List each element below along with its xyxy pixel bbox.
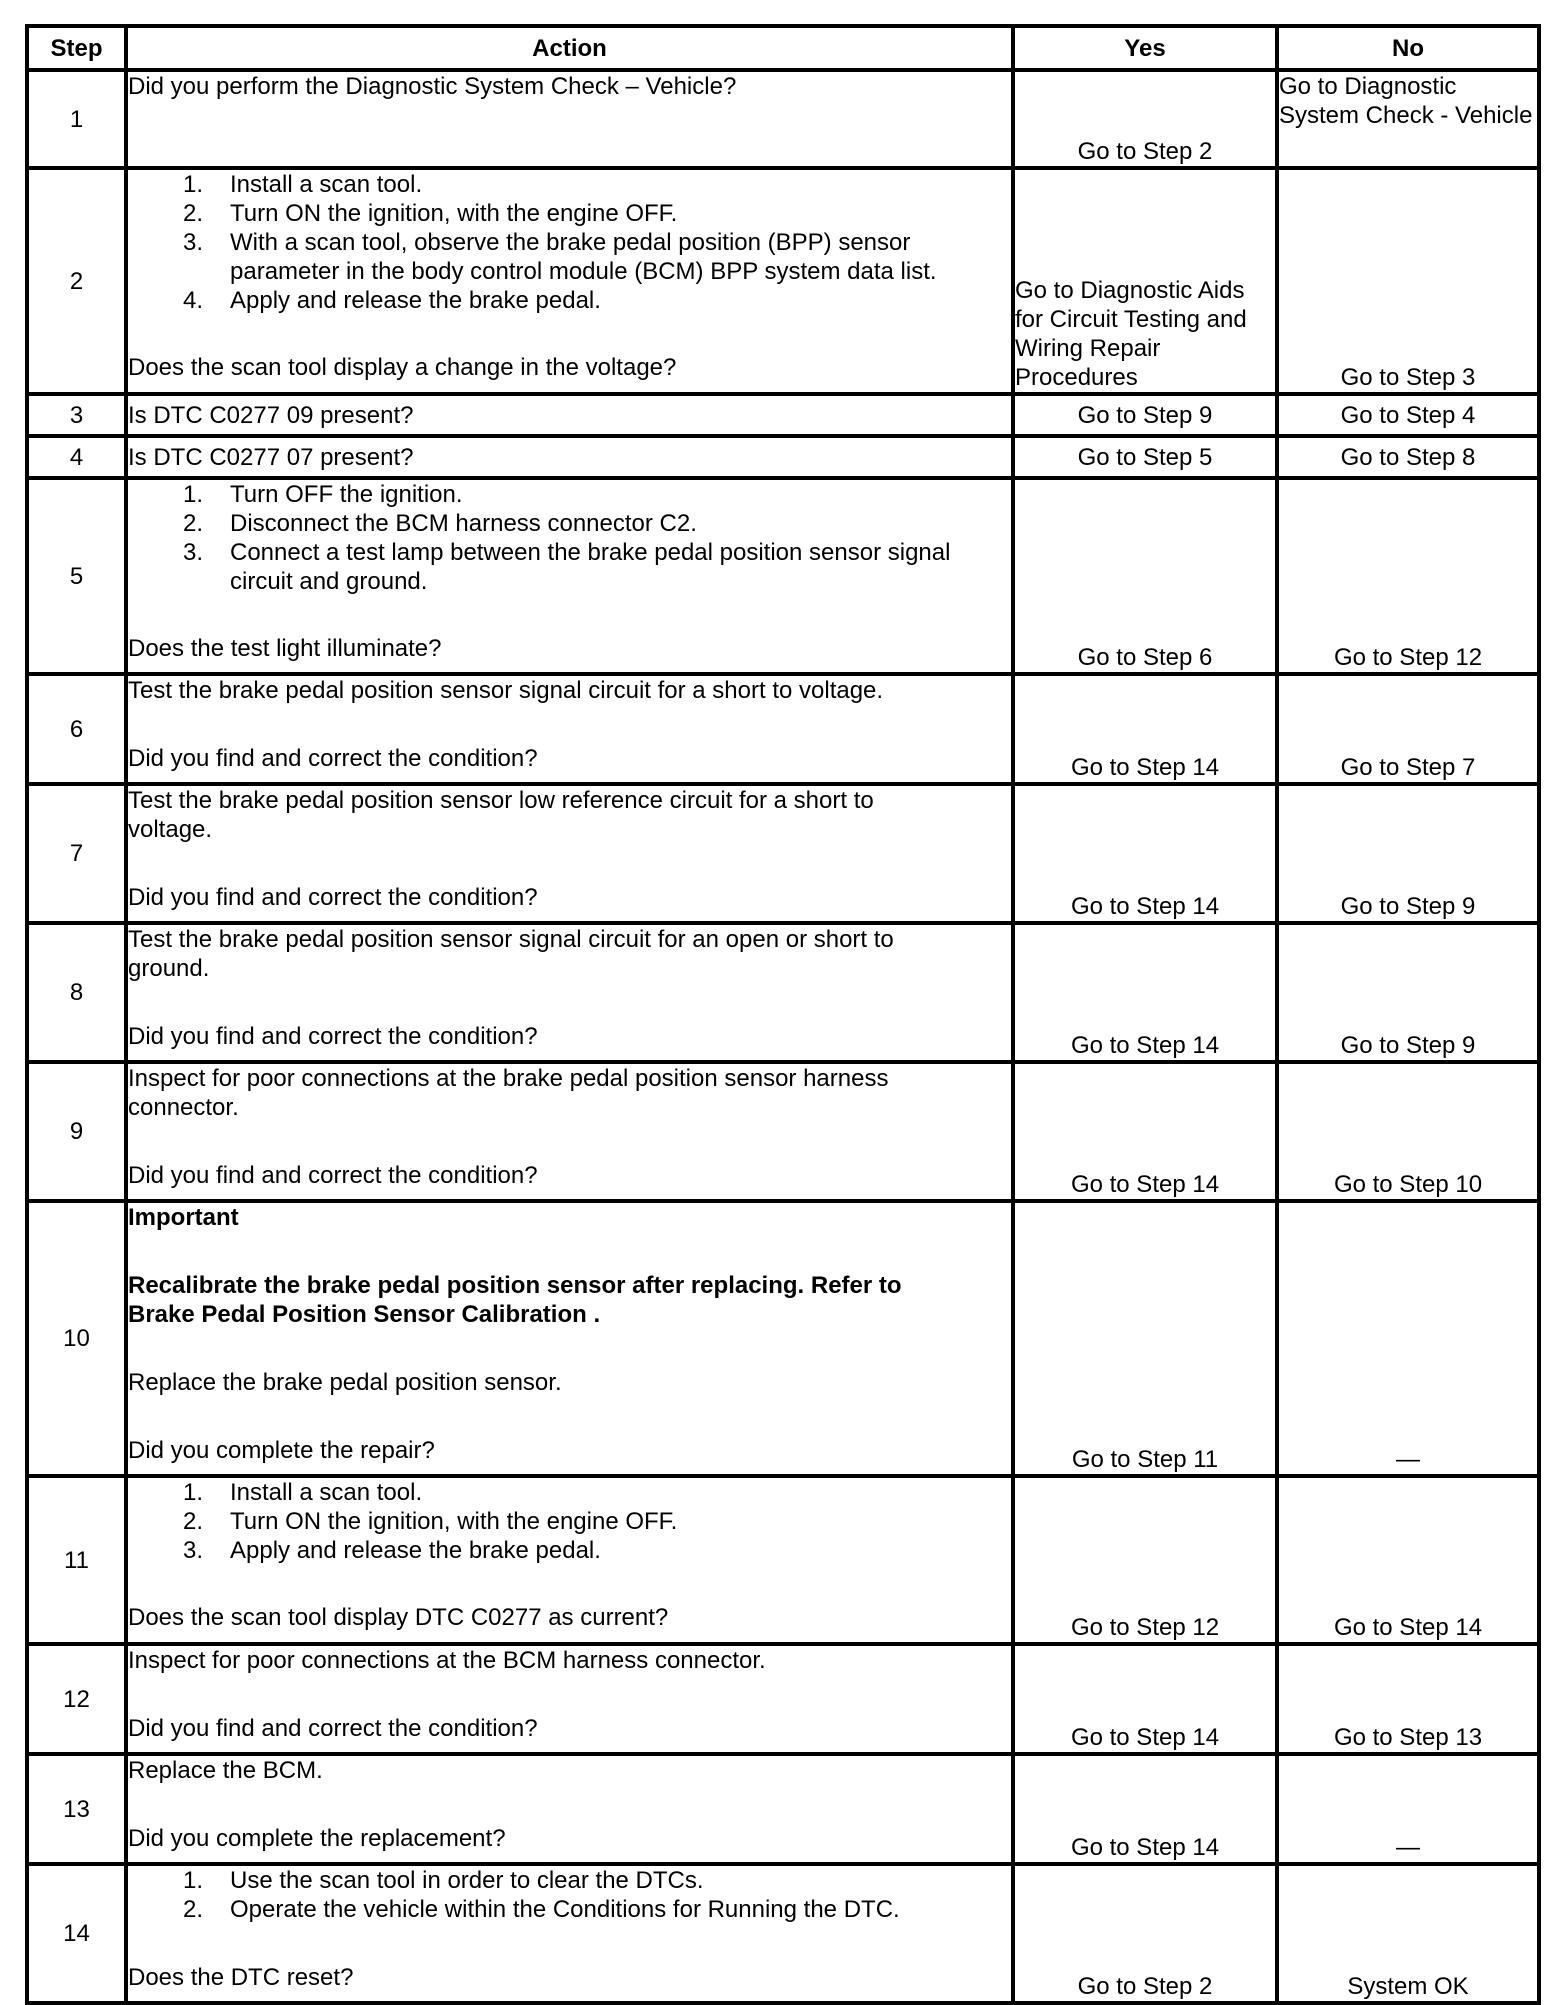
no-cell: Go to Step 4 — [1277, 394, 1539, 436]
step-number: 7 — [27, 784, 126, 923]
no-cell: Go to Step 12 — [1277, 478, 1539, 674]
yes-cell: Go to Step 9 — [1013, 394, 1277, 436]
list-item: 4. Apply and release the brake pedal. — [182, 287, 601, 314]
no-cell: Go to Step 3 — [1277, 168, 1539, 394]
list-item: 2. Disconnect the BCM harness connector C2. — [182, 510, 697, 537]
action-cell — [126, 70, 1013, 168]
action-text: Did you perform the Diagnostic System Check – Vehicle? — [128, 73, 737, 100]
action-cell — [126, 1062, 1013, 1201]
list-item: 3. Apply and release the brake pedal. — [182, 1537, 601, 1564]
table-row — [27, 436, 1539, 478]
action-text: Inspect for poor connections at the brake pedal position sensor harness connector. — [128, 1065, 889, 1121]
step-number: 6 — [27, 674, 126, 784]
action-cell — [126, 1476, 1013, 1644]
step-number: 10 — [27, 1201, 126, 1476]
yes-cell: Go to Step 14 — [1013, 784, 1277, 923]
yes-cell: Go to Step 5 — [1013, 436, 1277, 478]
action-question: Did you find and correct the condition? — [128, 1023, 538, 1050]
action-cell — [126, 1644, 1013, 1754]
step-number: 14 — [27, 1864, 126, 2003]
action-text: Test the brake pedal position sensor signal circuit for a short to voltage. — [128, 677, 884, 704]
action-cell — [126, 923, 1013, 1062]
numbered-steps — [128, 1478, 1011, 1565]
action-text: Replace the brake pedal position sensor. — [128, 1369, 562, 1396]
no-cell: Go to Step 14 — [1277, 1476, 1539, 1644]
numbered-steps — [128, 480, 1011, 596]
action-text: Test the brake pedal position sensor low reference circuit for a short to voltage. — [128, 787, 874, 843]
header-action: Action — [126, 26, 1013, 70]
step-number: 12 — [27, 1644, 126, 1754]
no-cell: — — [1277, 1754, 1539, 1864]
yes-cell: Go to Step 2 — [1013, 70, 1277, 168]
action-question: Does the test light illuminate? — [128, 635, 442, 662]
table-row — [27, 674, 1539, 784]
yes-cell: Go to Step 6 — [1013, 478, 1277, 674]
action-cell — [126, 784, 1013, 923]
yes-cell: Go to Step 14 — [1013, 1644, 1277, 1754]
step-number: 3 — [27, 394, 126, 436]
table-row — [27, 70, 1539, 168]
list-item: 2. Turn ON the ignition, with the engine OFF. — [182, 200, 678, 227]
action-text: Is DTC C0277 07 present? — [126, 436, 1013, 478]
table-row — [27, 1864, 1539, 2003]
no-cell: Go to Step 8 — [1277, 436, 1539, 478]
table-row — [27, 1476, 1539, 1644]
list-item: 1. Use the scan tool in order to clear the DTCs. — [182, 1867, 704, 1894]
action-cell — [126, 1754, 1013, 1864]
table-row — [27, 478, 1539, 674]
header-no: No — [1277, 26, 1539, 70]
list-item: 3. With a scan tool, observe the brake pedal position (BPP) sensor parameter in the body control module (BCM) BPP system data list. — [182, 229, 937, 285]
action-cell — [126, 1201, 1013, 1476]
important-label: Important — [128, 1204, 239, 1231]
yes-cell: Go to Step 14 — [1013, 674, 1277, 784]
action-question: Does the scan tool display DTC C0277 as current? — [128, 1604, 669, 1631]
action-question: Does the DTC reset? — [128, 1964, 354, 1991]
action-text: Test the brake pedal position sensor signal circuit for an open or short to ground. — [128, 926, 894, 982]
no-cell: Go to Diagnostic System Check - Vehicle — [1277, 70, 1539, 168]
step-number: 13 — [27, 1754, 126, 1864]
yes-cell: Go to Step 12 — [1013, 1476, 1277, 1644]
table-row — [27, 784, 1539, 923]
header-row — [27, 26, 1539, 70]
step-number: 2 — [27, 168, 126, 394]
action-question: Did you complete the replacement? — [128, 1825, 506, 1852]
table-row — [27, 1644, 1539, 1754]
important-note: Recalibrate the brake pedal position sensor after replacing. Refer to Brake Pedal Position Sensor Calibration . — [128, 1272, 902, 1328]
action-cell — [126, 674, 1013, 784]
list-item: 1. Install a scan tool. — [182, 171, 423, 198]
no-cell: Go to Step 7 — [1277, 674, 1539, 784]
no-cell: Go to Step 10 — [1277, 1062, 1539, 1201]
table-row — [27, 1062, 1539, 1201]
step-number: 9 — [27, 1062, 126, 1201]
action-question: Did you find and correct the condition? — [128, 884, 538, 911]
step-number: 11 — [27, 1476, 126, 1644]
action-text: Inspect for poor connections at the BCM harness connector. — [128, 1647, 766, 1674]
no-cell: Go to Step 9 — [1277, 923, 1539, 1062]
step-number: 4 — [27, 436, 126, 478]
action-cell — [126, 1864, 1013, 2003]
table-row — [27, 1754, 1539, 1864]
no-cell: System OK — [1277, 1864, 1539, 2003]
step-number: 1 — [27, 70, 126, 168]
no-cell: Go to Step 9 — [1277, 784, 1539, 923]
numbered-steps — [128, 1866, 1011, 1924]
list-item: 1. Install a scan tool. — [182, 1479, 423, 1506]
list-item: 2. Operate the vehicle within the Conditions for Running the DTC. — [182, 1896, 900, 1923]
step-number: 8 — [27, 923, 126, 1062]
yes-cell: Go to Step 2 — [1013, 1864, 1277, 2003]
numbered-steps — [128, 170, 1011, 315]
action-cell — [126, 478, 1013, 674]
yes-cell: Go to Step 14 — [1013, 1062, 1277, 1201]
header-yes: Yes — [1013, 26, 1277, 70]
action-cell — [126, 168, 1013, 394]
diagnostic-table — [25, 24, 1541, 2005]
yes-cell: Go to Diagnostic Aids for Circuit Testing and Wiring Repair Procedures — [1013, 168, 1277, 394]
header-step: Step — [27, 26, 126, 70]
list-item: 2. Turn ON the ignition, with the engine OFF. — [182, 1508, 678, 1535]
yes-cell: Go to Step 14 — [1013, 1754, 1277, 1864]
yes-cell: Go to Step 11 — [1013, 1201, 1277, 1476]
table-row — [27, 394, 1539, 436]
table-row — [27, 923, 1539, 1062]
action-question: Did you find and correct the condition? — [128, 1715, 538, 1742]
action-question: Did you find and correct the condition? — [128, 745, 538, 772]
yes-cell: Go to Step 14 — [1013, 923, 1277, 1062]
action-question: Did you find and correct the condition? — [128, 1162, 538, 1189]
action-text: Is DTC C0277 09 present? — [126, 394, 1013, 436]
no-cell: Go to Step 13 — [1277, 1644, 1539, 1754]
action-question: Did you complete the repair? — [128, 1437, 435, 1464]
no-cell: — — [1277, 1201, 1539, 1476]
step-number: 5 — [27, 478, 126, 674]
list-item: 1. Turn OFF the ignition. — [182, 481, 463, 508]
table-row — [27, 1201, 1539, 1476]
list-item: 3. Connect a test lamp between the brake pedal position sensor signal circuit and ground. — [182, 539, 951, 595]
action-text: Replace the BCM. — [128, 1757, 323, 1784]
action-question: Does the scan tool display a change in the voltage? — [128, 354, 677, 381]
table-row — [27, 168, 1539, 394]
